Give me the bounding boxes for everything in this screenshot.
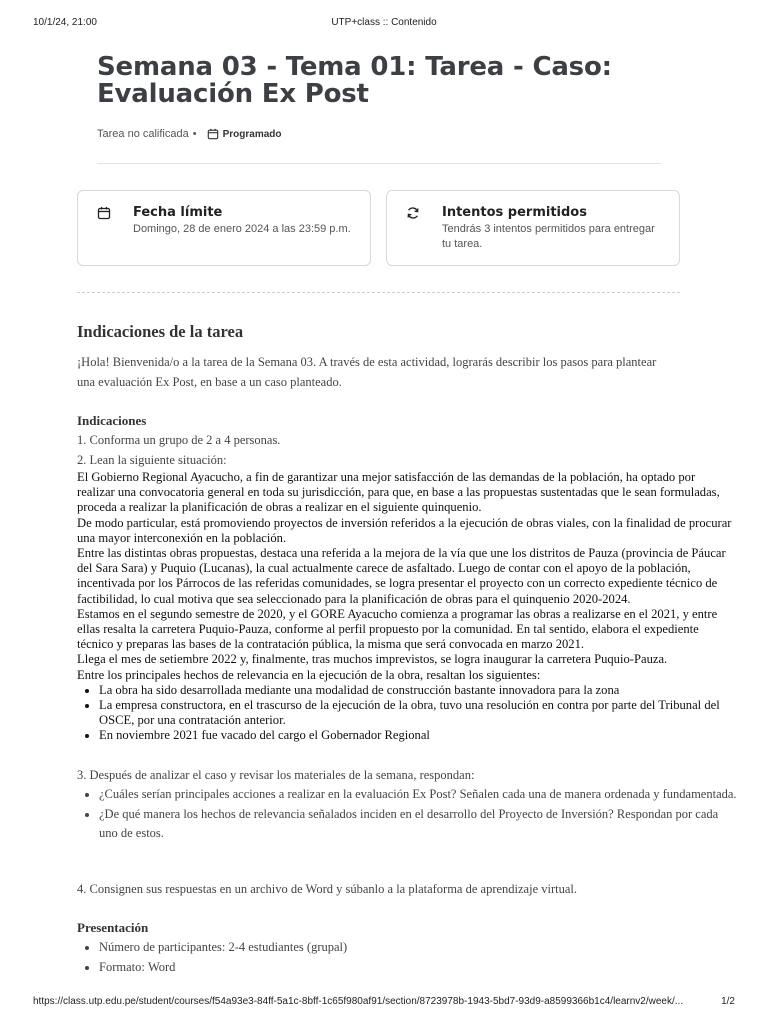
list-item <box>99 938 347 958</box>
calendar-icon <box>97 206 111 220</box>
case-events-list <box>77 683 733 744</box>
deadline-value: Domingo, 28 de enero 2024 a las 23:59 p.m. <box>133 223 351 235</box>
assignment-meta <box>97 128 282 140</box>
list-item: • ¿Cuáles serían principales acciones a realizar en la evaluación Ex Post? Señalen cada una de manera ordenada y fundamentada. <box>99 785 739 805</box>
page-number: 1/2 <box>721 996 735 1007</box>
case-text <box>77 470 733 744</box>
deadline-title: Fecha límite <box>133 205 223 220</box>
presentation-title: Presentación <box>77 920 149 935</box>
step-3: 3. Después de analizar el caso y revisar los materiales de la semana, respondan: <box>77 768 475 782</box>
step-1: 1. Conforma un grupo de 2 a 4 personas. <box>77 433 281 447</box>
list-item: • ¿De qué manera los hechos de relevancia señalados inciden en el desarrollo del Proyecto de Inversión? Respondan por cada uno de estos. <box>99 805 739 844</box>
list-item: • En noviembre 2021 fue vacado del cargo el Gobernador Regional <box>99 728 733 743</box>
list-item: • La obra ha sido desarrollada mediante una modalidad de construcción bastante innovadora para la zona <box>99 683 733 698</box>
meta-separator: • <box>192 128 197 140</box>
item-label: Formato: <box>99 959 145 974</box>
case-paragraph: Llega el mes de setiembre 2022 y, finalmente, tras muchos imprevistos, se logra inaugurar la carretera Puquio-Pauza. <box>77 652 668 667</box>
print-page-title: UTP+class :: Contenido <box>331 17 437 28</box>
case-paragraph: Estamos en el segundo semestre de 2020, y el GORE Ayacucho comienza a programar las obras a realizarse en el 2021, y entre ellas resalta la carretera Puquio-Pauza, conforme al perfil propuesto por la comunidad. En tal sentido, elabora el expediente técnico y preparas las bases de la contratación pública, la misma que será convocada en marzo 2021. <box>77 606 718 652</box>
presentation-list <box>77 938 347 977</box>
item-value: 2-4 estudiantes (grupal) <box>228 940 348 954</box>
questions-list <box>77 785 739 844</box>
step-2: 2. Lean la siguiente situación: <box>77 453 227 467</box>
attempts-title: Intentos permitidos <box>442 205 587 220</box>
page-title: Semana 03 - Tema 01: Tarea - Caso: Evaluación Ex Post <box>97 52 612 109</box>
case-paragraph: De modo particular, está promoviendo proyectos de inversión referidos a la ejecución de obras viales, con la finalidad de procurar una mayor interconexión en la población. <box>77 515 732 545</box>
list-item: • La empresa constructora, en el trascurso de la ejecución de la obra, tuvo una resolución en contra por parte del Tribunal del OSCE, por una contratación anterior. <box>99 698 733 728</box>
case-paragraph: Entre los principales hechos de relevancia en la ejecución de la obra, resaltan los siguientes: <box>77 667 541 682</box>
intro-text: ¡Hola! Bienvenida/o a la tarea de la Semana 03. A través de esta actividad, lograrás describir los pasos para plantear una evaluación Ex Post, en base a un caso planteado. <box>77 355 657 389</box>
calendar-icon <box>207 128 219 140</box>
refresh-icon <box>406 206 420 220</box>
schedule-status: Programado <box>222 128 282 140</box>
attempts-card <box>386 190 680 266</box>
indications-title: Indicaciones <box>77 413 147 428</box>
grading-status: Tarea no calificada <box>97 128 189 140</box>
section-title: Indicaciones de la tarea <box>77 322 244 341</box>
page-url: https://class.utp.edu.pe/student/courses/f54a93e3-84ff-5a1c-8bff-1c65f980af91/section/8723978b-1943-5bd7-93d9-a8599366b1c4/learnv2/week/... <box>33 996 684 1007</box>
divider <box>97 163 662 164</box>
list-item <box>99 958 347 978</box>
print-date: 10/1/24, 21:00 <box>33 17 97 28</box>
item-label: Número de participantes: <box>99 940 226 954</box>
item-value: Word <box>147 959 176 974</box>
case-paragraph: El Gobierno Regional Ayacucho, a fin de garantizar una mejor satisfacción de las demandas de la población, ha optado por realizar una convocatoria general en toda su jurisdicción, para que, en base a las propuestas sustentadas que le sean formuladas, proceda a realizar la planificación de obras a realizar en el siguiente quinquenio. <box>77 470 720 515</box>
divider <box>77 292 680 293</box>
step-4: 4. Consignen sus respuestas en un archivo de Word y súbanlo a la plataforma de aprendizaje virtual. <box>77 882 578 896</box>
case-paragraph: Entre las distintas obras propuestas, destaca una referida a la mejora de la vía que une los distritos de Pauza (provincia de Páucar del Sara Sara) y Puquio (Lucanas), la cual actualmente carece de asfaltado. Luego de contar con el apoyo de la población, incentivada por los Párrocos de las referidas comunidades, se logra presentar el proyecto con un correcto expediente técnico de factibilidad, lo cual motiva que sea seleccionado para la planificación de obras para el quinquenio 2020-2024. <box>77 546 726 606</box>
deadline-card <box>77 190 371 266</box>
attempts-value: Tendrás 3 intentos permitidos para entregar tu tarea. <box>442 223 655 250</box>
